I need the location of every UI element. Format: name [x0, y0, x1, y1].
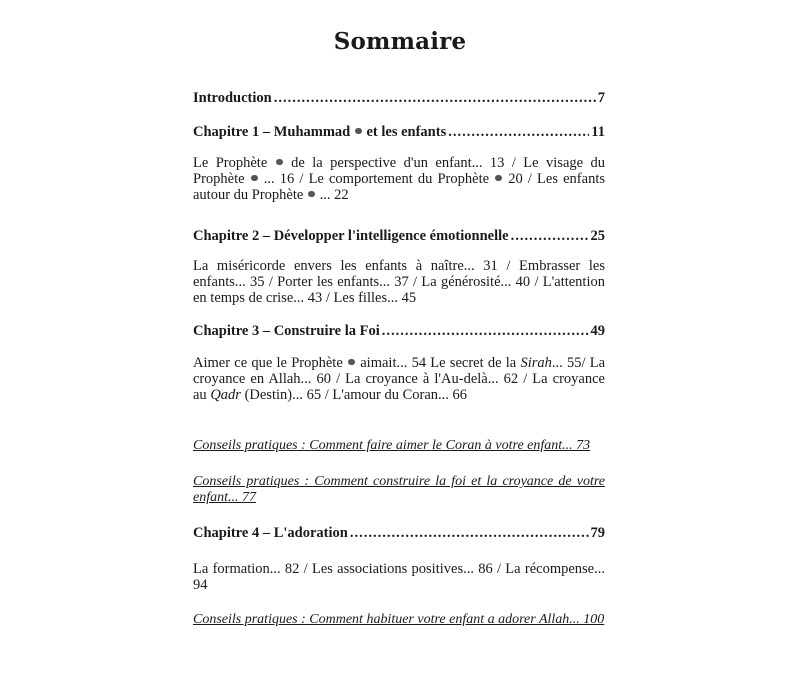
entry-label: Chapitre 3 – Construire la Foi — [193, 323, 380, 339]
entry-label-part: et les enfants — [366, 124, 447, 140]
honorific-icon — [276, 159, 283, 165]
section-text: 20 / Les enfants autour du Prophète — [193, 171, 605, 203]
leader-dots — [448, 124, 589, 141]
leader-dots — [274, 90, 596, 107]
leader-dots — [382, 323, 589, 340]
entry-label: Chapitre 2 – Développer l'intelligence émotionnelle — [193, 228, 509, 244]
chapter-1-sections — [193, 155, 605, 203]
entry-page: 7 — [597, 90, 605, 106]
section-text: ... 22 — [319, 187, 349, 203]
entry-label — [193, 124, 446, 141]
page-title: Sommaire — [333, 28, 467, 55]
section-text: aimait... 54 Le secret de la — [360, 355, 517, 371]
section-text: de la perspective d'un enfant... 13 / Le visage du Prophète — [193, 155, 605, 187]
section-text-italic: Qadr — [210, 387, 241, 403]
section-text: ... 16 / Le comportement du Prophète — [263, 171, 490, 187]
practical-tip-3[interactable]: Conseils pratiques : Comment habituer votre enfant a adorer Allah... 100 — [193, 612, 605, 627]
toc-entry-chapter-4[interactable] — [193, 525, 605, 542]
entry-page: 11 — [591, 124, 605, 140]
entry-label-part: Chapitre 1 – Muhammad — [193, 124, 351, 140]
toc-entry-chapter-2[interactable] — [193, 228, 605, 245]
practical-tip-2[interactable]: Conseils pratiques : Comment construire la foi et la croyance de votre enfant... 77 — [193, 474, 605, 505]
practical-tip-1[interactable]: Conseils pratiques : Comment faire aimer le Coran à votre enfant... 73 — [193, 438, 591, 453]
honorific-icon — [251, 175, 258, 181]
chapter-4-sections: La formation... 82 / Les associations positives... 86 / La récompense... 94 — [193, 561, 605, 593]
toc-entry-chapter-1[interactable] — [193, 124, 605, 141]
chapter-3-sections — [193, 355, 605, 403]
entry-page: 49 — [590, 323, 605, 339]
leader-dots — [350, 525, 589, 542]
section-text-italic: Sirah — [520, 355, 552, 371]
entry-page: 79 — [590, 525, 605, 541]
toc-entry-introduction[interactable] — [193, 90, 605, 107]
entry-label: Introduction — [193, 90, 272, 106]
section-text: Le Prophète — [193, 155, 268, 171]
section-text: ... 55/ La croyance en Allah... 60 / La croyance à l'Au-delà... 62 / La croyance au — [193, 355, 606, 403]
chapter-2-sections: La miséricorde envers les enfants à naître... 31 / Embrasser les enfants... 35 / Porter les enfants... 37 / La générosité... 40 / L'attention en temps de crise... 43 / Les filles... 45 — [193, 258, 605, 306]
honorific-icon — [355, 128, 362, 134]
section-text: Aimer ce que le Prophète — [193, 355, 343, 371]
toc-entry-chapter-3[interactable] — [193, 323, 605, 340]
leader-dots — [511, 228, 589, 245]
honorific-icon — [348, 359, 355, 365]
entry-page: 25 — [590, 228, 605, 244]
honorific-icon — [495, 175, 502, 181]
entry-label: Chapitre 4 – L'adoration — [193, 525, 348, 541]
honorific-icon — [308, 191, 315, 197]
section-text: (Destin)... 65 / L'amour du Coran... 66 — [244, 387, 468, 403]
